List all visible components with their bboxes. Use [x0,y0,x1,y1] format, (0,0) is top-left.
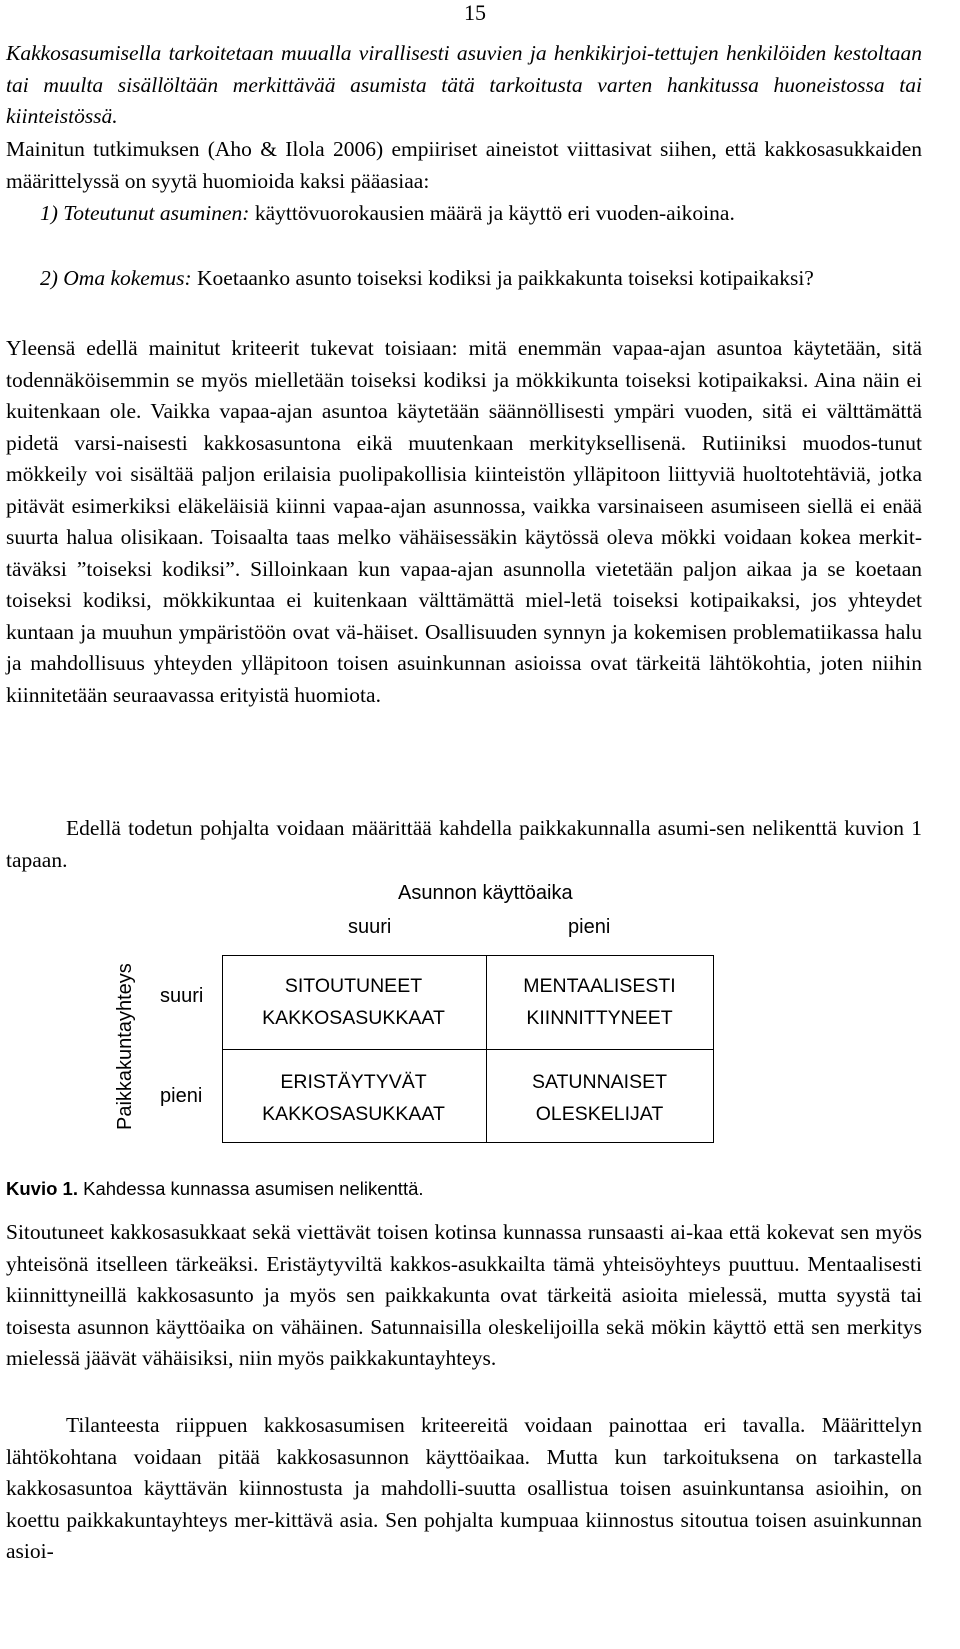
quadrant-top-left-line2: KAKKOSASUKKAAT [262,1007,445,1029]
quadrant-bottom-right-line1: SATUNNAISET [531,1071,668,1093]
page-number: 15 [464,0,486,25]
quadrant-top-right [485,970,714,1034]
figure-column-suuri: suuri [348,916,392,938]
list-item-1 [40,198,920,230]
quadrant-top-left-line1: SITOUTUNEET [284,975,423,997]
figure-caption [6,1177,424,1201]
quadrant-bottom-left [222,1066,485,1130]
quadrant-top-right-line1: MENTAALISESTI [523,975,676,997]
quadrant-bottom-right [485,1066,714,1130]
figure-row-header: Paikkakuntayhteys [114,963,136,1130]
figure-row-suuri: suuri [160,985,204,1007]
paragraph-criteria-intro: Mainitun tutkimuksen (Aho & Ilola 2006) empiiriset aineistot viittasivat siihen, että kakkosasukkaiden määrittelyssä on syytä huomioida kaksi pääasiaa: [6,137,922,193]
list-item-2 [40,263,920,295]
quadrant-top-left [222,970,485,1034]
intro-italic-paragraph: Kakkosasumisella tarkoitetaan muualla virallisesti asuvien ja henkikirjoi-tettujen henkilöiden kestoltaan tai muulta sisällöltään merkittävää asumista tätä tarkoitusta varten hankitussa huoneistossa tai kiinteistössä. [6,41,922,128]
quadrant-bottom-left-line2: KAKKOSASUKKAAT [262,1103,445,1125]
quadrant-top-right-line2: KIINNITTYNEET [526,1007,673,1029]
figure-caption-text: Kahdessa kunnassa asumisen nelikenttä. [77,1178,424,1199]
figure-caption-label: Kuvio 1. [6,1178,78,1199]
list-item-2-lead: 2) Oma kokemus: [40,266,192,290]
figure-column-pieni: pieni [568,916,611,938]
list-item-1-lead: 1) Toteutunut asuminen: [40,201,250,225]
grid-horizontal-divider [223,1049,713,1050]
quadrant-bottom-right-line2: OLESKELIJAT [535,1103,664,1125]
paragraph-criteria-weighting: Tilanteesta riippuen kakkosasumisen kriteereitä voidaan painottaa eri tavalla. Määrittelyn lähtökohtana voidaan pitää kakkosasunnon käyttöaikaa. Mutta kun tarkoituksena on tarkastella kakkosasuntoa käyttävän kiinnostusta ja mahdolli-suutta osallistua toisen asuinkuntansa asioihin, on koettu paikkakuntayhteys mer-kittävä asia. Sen pohjalta kumpuaa kiinnostus sitoutua toisen asuinkunnan asioi- [6,1413,922,1563]
figure-column-header: Asunnon käyttöaika [398,882,573,904]
quadrant-bottom-left-line1: ERISTÄYTYVÄT [280,1071,427,1093]
figure-row-pieni: pieni [160,1085,203,1107]
paragraph-figure-intro: Edellä todetun pohjalta voidaan määrittää kahdella paikkakunnalla asumi-sen nelikenttä kuvion 1 tapaan. [6,816,922,872]
list-item-2-text: Koetaanko asunto toiseksi kodiksi ja paikkakunta toiseksi kotipaikaksi? [191,266,814,290]
paragraph-discussion: Yleensä edellä mainitut kriteerit tukevat toisiaan: mitä enemmän vapaa-ajan asuntoa käytetään, sitä todennäköisemmin se myös mielletään toiseksi kodiksi ja mökkikunta toiseksi kotipaikaksi. Aina näin ei kuitenkaan ole. Vaikka vapaa-ajan asuntoa käytetään säännöllisesti ympäri vuoden, sitä ei välttämättä pidetä varsi-naisesti kakkosasuntona eikä muutenkaan merkityksellisenä. Rutiiniksi muodos-tunut mökkeily voi sisältää paljon erilaisia puolipakollisia kiinteistön ylläpitoon liittyviä huoltotehtäviä, jotka pitävät esimerkiksi eläkeläisiä kiinni vapaa-ajan asunnossa, vaikka varsinaiseen asumiseen siellä ei enää suurta halua olisikaan. Toisaalta taas melko vähäisessäkin käytössä oleva mökki voidaan kokea merkit-täväksi ”toiseksi kodiksi”. Silloinkaan kun vapaa-ajan asunnolla vietetään paljon aikaa ja se koetaan toiseksi kodiksi, mökkikuntaa ei kuitenkaan välttämättä miel-letä toiseksi kotipaikaksi, jos yhteydet kuntaan ja muuhun ympäristöön ovat vä-häiset. Osallisuuden synnyn ja kokemisen problematiikassa halu ja mahdollisuus yhteyden ylläpitoon toisen asuinkunnan asioissa ovat tärkeitä lähtökohtia, joten niihin kiinnitetään seuraavassa erityistä huomiota. [6,336,922,707]
paragraph-quadrant-explanation: Sitoutuneet kakkosasukkaat sekä viettävät toisen kotinsa kunnassa runsaasti ai-kaa että kokevat sen myös yhteisönä itselleen tärkeäksi. Eristäytyviltä kakkos-asukkailta tämä yhteisöyhteys puuttuu. Mentaalisesti kiinnittyneillä kakkosasunto ja myös sen paikkakunta ovat tärkeitä asioita mielessä, mutta syystä tai toisesta asunnon käyttöaika on vähäinen. Satunnaisilla oleskelijoilla sekä mökin käyttö että sen merkitys mielessä jäävät vähäisiksi, niin myös paikkakuntayhteys. [6,1220,922,1370]
list-item-1-text: käyttövuorokausien määrä ja käyttö eri vuoden-aikoina. [249,201,735,225]
